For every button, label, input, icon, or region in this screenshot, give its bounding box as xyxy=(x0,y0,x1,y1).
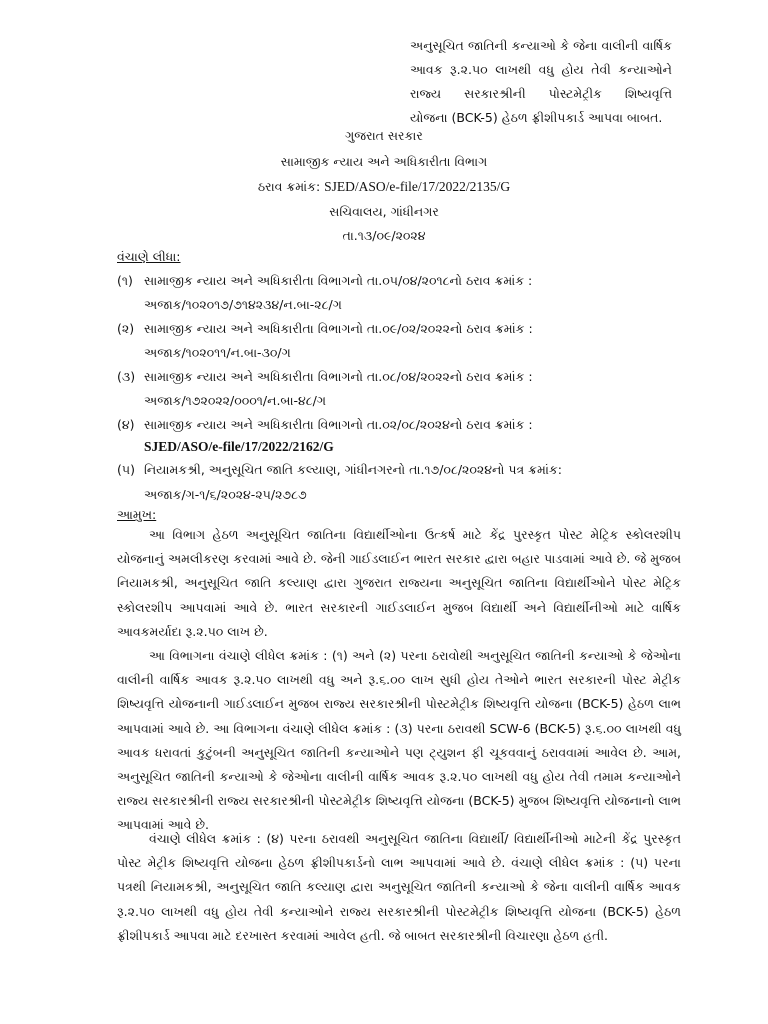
reference-code: SJED/ASO/e-file/17/2022/2162/G xyxy=(144,439,334,454)
resolution-number-line xyxy=(170,179,598,195)
preamble-paragraph: આ વિભાગ હેઠળ અનુસૂચિત જાતિના વિદ્યાર્થીઓના ઉત્કર્ષ માટે કેંદ્ર પુરસ્કૃત પોસ્ટ મેટ્રિક સ્કોલરશીપ યોજનાનું અમલીકરણ કરવામાં આવે છે. જેની ગાઈડલાઈન ભારત સરકાર દ્વારા બહાર પાડવામાં આવે છે. જે મુજબ નિયામકશ્રી, અનુસૂચિત જાતિ કલ્યાણ દ્વારા ગુજરાત રાજ્યના અનુસૂચિત જાતિના વિદ્યાર્થીઓને પોસ્ટ મેટ્રિક સ્કોલરશીપ આપવામાં આવે છે. ભારત સરકારની ગાઈડલાઈન મુજબ વિદ્યાર્થી અને વિદ્યાર્થીનીઓ માટે વાર્ષિક આવકમર્યાદા રૂ.૨.૫૦ લાખ છે. xyxy=(117,527,681,639)
reference-number: (૩) xyxy=(117,369,136,384)
resolution-number: SJED/ASO/e-file/17/2022/2135/G xyxy=(324,179,511,194)
reference-code: અજાક/૧૦૨૦૧૭/૭૧૪૨૩૪/ન.બા-૨૮/ગ xyxy=(144,297,342,312)
government-name: ગુજરાત સરકાર xyxy=(345,128,423,143)
references-heading: વંચાણે લીધા: xyxy=(117,249,181,264)
preamble-heading: આમુખ: xyxy=(117,507,157,522)
preamble-paragraph: વંચાણે લીધેલ ક્રમાંક : (૪) પરના ઠરાવથી અનુસૂચિત જાતિના વિદ્યાર્થી/ વિદ્યાર્થીનીઓ માટેની કેંદ્ર પુરસ્કૃત પોસ્ટ મેટ્રીક શિષ્યવૃત્તિ યોજના હેઠળ ફ્રીશીપકાર્ડનો લાભ આપવામાં આવે છે. વંચાણે લીધેલ ક્રમાંક : (૫) પરના પત્રથી નિયામકશ્રી, અનુસૂચિત જાતિ કલ્યાણ દ્વારા અનુસૂચિત જાતિની કન્યાઓ કે જેના વાલીની વાર્ષિક આવક રૂ.૨.૫૦ લાખથી વધુ હોય તેવી કન્યાઓને રાજ્ય સરકારશ્રીની પોસ્ટમેટ્રીક શિષ્યવૃત્તિ યોજના (BCK-5) હેઠળ ફ્રીશીપકાર્ડ આપવા માટે દરખાસ્ત કરવામાં આવેલ હતી. જે બાબત સરકારશ્રીની વિચારણા હેઠળ હતી. xyxy=(117,831,681,943)
office-name: સચિવાલય, ગાંધીનગર xyxy=(329,204,439,219)
resolution-label: ઠરાવ ક્રમાંક: xyxy=(257,179,321,194)
subject-line: યોજના (BCK-5) હેઠળ ફ્રીશીપકાર્ડ આપવા બાબત. xyxy=(410,110,663,125)
reference-text: સામાજીક ન્યાય અને અધિકારીતા વિભાગનો તા.૦૮/૦૪/૨૦૨૨નો ઠરાવ ક્રમાંક : xyxy=(144,369,533,384)
reference-number: (૧) xyxy=(117,273,133,288)
reference-number: (૫) xyxy=(117,462,135,477)
subject-line: રાજ્ય સરકારશ્રીની પોસ્ટમેટ્રીક શિષ્યવૃત્તિ xyxy=(410,86,672,101)
preamble-paragraph: આ વિભાગના વંચાણે લીધેલ ક્રમાંક : (૧) અને (૨) પરના ઠરાવોથી અનુસૂચિત જાતિની કન્યાઓ કે જેઓના વાલીની વાર્ષિક આવક રૂ.૨.૫૦ લાખથી વધુ અને રૂ.૬.૦૦ લાખ સુધી હોય તેઓને ભારત સરકારની પોસ્ટ મેટ્રીક શિષ્યવૃત્તિ યોજનાની ગાઈડલાઈન મુજબ રાજ્ય સરકારશ્રીની પોસ્ટમેટ્રીક શિષ્યવૃત્તિ યોજના (BCK-5) હેઠળ લાભ આપવામાં આવે છે. આ વિભાગના વંચાણે લીધેલ ક્રમાંક : (૩) પરના ઠરાવથી SCW-6 (BCK-5) રૂ.૬.૦૦ લાખથી વધુ આવક ધરાવતાં કુટુંબની અનુસૂચિત જાતિની કન્યાઓને પણ ટ્યુશન ફી ચૂકવવાનું ઠરાવવામાં આવેલ છે. આમ, અનુસૂચિત જાતિની કન્યાઓ કે જેઓના વાલીની વાર્ષિક આવક રૂ.૨.૫૦ લાખથી વધુ હોય તેવી તમામ કન્યાઓને રાજ્ય સરકારશ્રીની રાજ્ય સરકારશ્રીની પોસ્ટમેટ્રીક શિષ્યવૃત્તિ યોજના (BCK-5) મુજબ શિષ્યવૃત્તિ યોજનાનો લાભ આપવામાં આવે છે. xyxy=(117,648,681,833)
reference-code: અજાક/૧૭૨૦૨૨/૦૦૦૧/ન.બા-૪૮/ગ xyxy=(144,393,327,408)
reference-text: નિયામકશ્રી, અનુસૂચિત જાતિ કલ્યાણ, ગાંધીનગરનો તા.૧૭/૦૮/૨૦૨૪નો પત્ર ક્રમાંક: xyxy=(144,462,562,477)
subject-line: આવક રૂ.૨.૫૦ લાખથી વધુ હોય તેવી કન્યાઓને xyxy=(410,62,672,77)
reference-text: સામાજીક ન્યાય અને અધિકારીતા વિભાગનો તા.૦૨/૦૮/૨૦૨૪નો ઠરાવ ક્રમાંક : xyxy=(144,417,533,432)
subject-line: અનુસૂચિત જાતિની કન્યાઓ કે જેના વાલીની વાર્ષિક xyxy=(410,38,672,53)
reference-number: (૪) xyxy=(117,417,135,432)
reference-text: સામાજીક ન્યાય અને અધિકારીતા વિભાગનો તા.૦૯/૦૨/૨૦૨૨નો ઠરાવ ક્રમાંક : xyxy=(144,321,533,336)
reference-text: સામાજીક ન્યાય અને અધિકારીતા વિભાગનો તા.૦૫/૦૪/૨૦૧૮નો ઠરાવ ક્રમાંક : xyxy=(144,273,533,288)
resolution-date: તા.૧૩/૦૯/૨૦૨૪ xyxy=(342,228,426,243)
reference-code: અજાક/૧૦૨૦૧૧/ન.બા-૩૦/ગ xyxy=(144,345,291,360)
reference-code: અજાક/ગ-૧/૬/૨૦૨૪-૨૫/૨૭૮૭ xyxy=(144,487,307,502)
department-name: સામાજીક ન્યાય અને અધિકારીતા વિભાગ xyxy=(280,154,488,169)
reference-number: (૨) xyxy=(117,321,135,336)
